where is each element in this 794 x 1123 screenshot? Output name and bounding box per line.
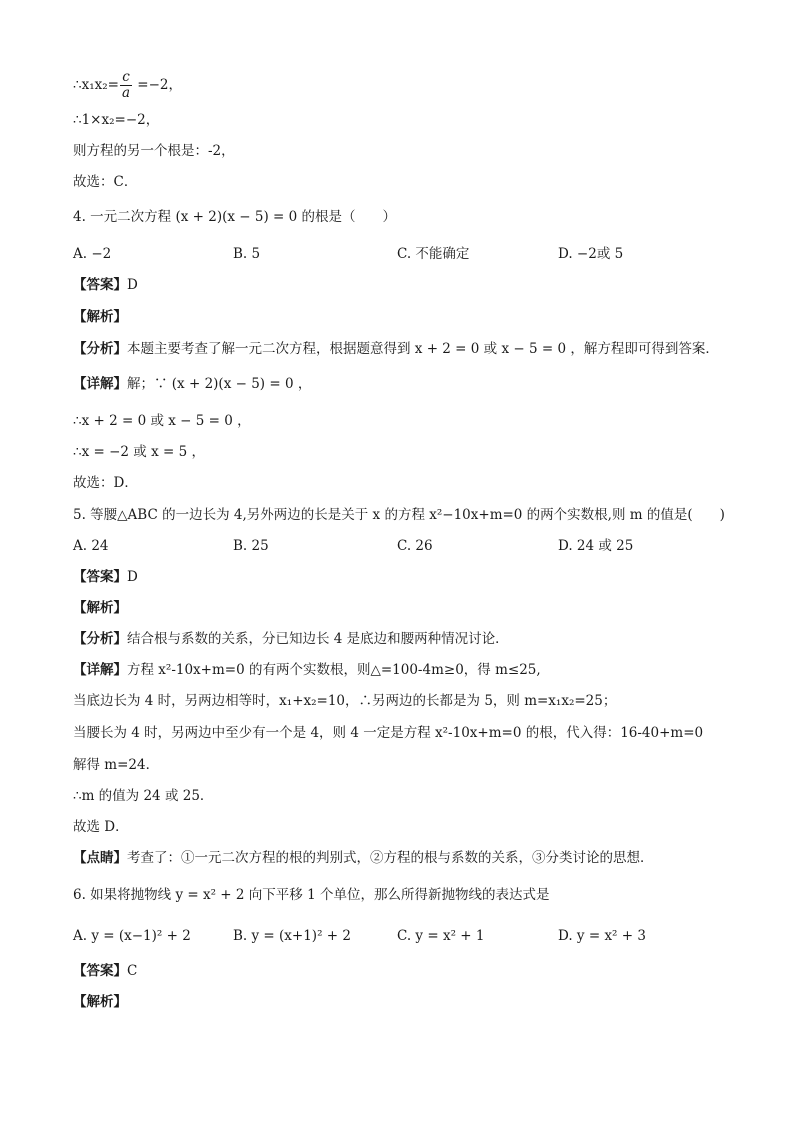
q5-option-a: A. 24 bbox=[73, 538, 109, 554]
fraction-num: c bbox=[120, 70, 132, 86]
q4-fenxi bbox=[73, 340, 719, 358]
fenxi-tag: 【分析】 bbox=[73, 631, 127, 647]
fenxi-tag: 【分析】 bbox=[73, 341, 127, 357]
q4-option-a: A. −2 bbox=[73, 246, 112, 262]
l1-pre: ∴x₁x₂= bbox=[73, 77, 119, 93]
fenxi-text: 结合根与系数的关系，分已知边长 4 是底边和腰两种情况讨论． bbox=[127, 631, 509, 647]
answer-tag: 【答案】 bbox=[73, 963, 127, 979]
fraction-den: a bbox=[121, 85, 131, 101]
l1 bbox=[73, 70, 182, 101]
q5-step-3: 解得 m=24． bbox=[73, 757, 160, 773]
q6-jiexi: 【解析】 bbox=[73, 994, 127, 1010]
answer-tag: 【答案】 bbox=[73, 277, 127, 293]
l3: 则方程的另一个根是：-2， bbox=[73, 143, 235, 159]
q5-stem: 5. 等腰△ABC 的一边长为 4,另外两边的长是关于 x 的方程 x²−10x+m=0 的两个实数根,则 m 的值是( ) bbox=[73, 507, 725, 523]
q5-fenxi bbox=[73, 630, 509, 648]
q5-jiexi: 【解析】 bbox=[73, 600, 127, 616]
q6-answer bbox=[73, 962, 137, 980]
q4-xiangjie bbox=[73, 375, 311, 393]
q5-option-b: B. 25 bbox=[233, 538, 269, 554]
dianjing-tag: 【点睛】 bbox=[73, 850, 127, 866]
q5-xiangjie bbox=[73, 661, 541, 679]
q6-option-c: C. y = x² + 1 bbox=[397, 928, 485, 944]
q4-step-3: 故选：D． bbox=[73, 475, 138, 491]
xiangjie-text: 解；∵ (x + 2)(x − 5) = 0 ， bbox=[127, 376, 312, 392]
q4-option-c: C. 不能确定 bbox=[397, 246, 470, 262]
q4-jiexi: 【解析】 bbox=[73, 309, 127, 325]
answer-value: D bbox=[127, 569, 138, 585]
q6-option-d: D. y = x² + 3 bbox=[558, 928, 646, 944]
q4-option-d: D. −2或 5 bbox=[558, 246, 624, 262]
q4-step-1: ∴x + 2 = 0 或 x − 5 = 0 ， bbox=[73, 413, 251, 429]
fraction bbox=[120, 70, 132, 101]
q5-option-d: D. 24 或 25 bbox=[558, 538, 634, 554]
q4-option-b: B. 5 bbox=[233, 246, 261, 262]
q5-step-1: 当底边长为 4 时，另两边相等时，x₁+x₂=10，∴另两边的长都是为 5，则 m=x₁x₂=25； bbox=[73, 693, 617, 709]
xiangjie-tag: 【详解】 bbox=[73, 376, 127, 392]
q6-option-b: B. y = (x+1)² + 2 bbox=[233, 928, 351, 944]
q4-answer bbox=[73, 276, 138, 294]
l1-post: =−2， bbox=[133, 77, 183, 93]
answer-value: C bbox=[127, 963, 138, 979]
q5-step-4: ∴m 的值为 24 或 25． bbox=[73, 788, 214, 804]
q5-answer bbox=[73, 568, 138, 586]
q5-option-c: C. 26 bbox=[397, 538, 433, 554]
l4: 故选：C． bbox=[73, 174, 138, 190]
q4-stem: 4. 一元二次方程 (x + 2)(x − 5) = 0 的根是（ ） bbox=[73, 209, 396, 225]
answer-tag: 【答案】 bbox=[73, 569, 127, 585]
q5-step-2: 当腰长为 4 时，另两边中至少有一个是 4，则 4 一定是方程 x²-10x+m=0 的根，代入得：16-40+m=0 bbox=[73, 725, 704, 741]
q6-stem: 6. 如果将抛物线 y = x² + 2 向下平移 1 个单位，那么所得新抛物线的表达式是 bbox=[73, 887, 550, 903]
q4-step-2: ∴x = −2 或 x = 5 ， bbox=[73, 444, 205, 460]
q5-dianjing bbox=[73, 849, 654, 867]
dianjing-text: 考查了：①一元二次方程的根的判别式，②方程的根与系数的关系，③分类讨论的思想． bbox=[127, 850, 654, 866]
xiangjie-tag: 【详解】 bbox=[73, 662, 127, 678]
xiangjie-text: 方程 x²-10x+m=0 的有两个实数根，则△=100-4m≥0，得 m≤25, bbox=[127, 662, 541, 678]
fenxi-text: 本题主要考查了解一元二次方程，根据题意得到 x + 2 = 0 或 x − 5 = 0 ，解方程即可得到答案． bbox=[127, 341, 719, 357]
answer-value: D bbox=[127, 277, 138, 293]
l2: ∴1×x₂=−2， bbox=[73, 112, 160, 128]
q5-step-5: 故选 D． bbox=[73, 819, 129, 835]
q6-option-a: A. y = (x−1)² + 2 bbox=[73, 928, 191, 944]
